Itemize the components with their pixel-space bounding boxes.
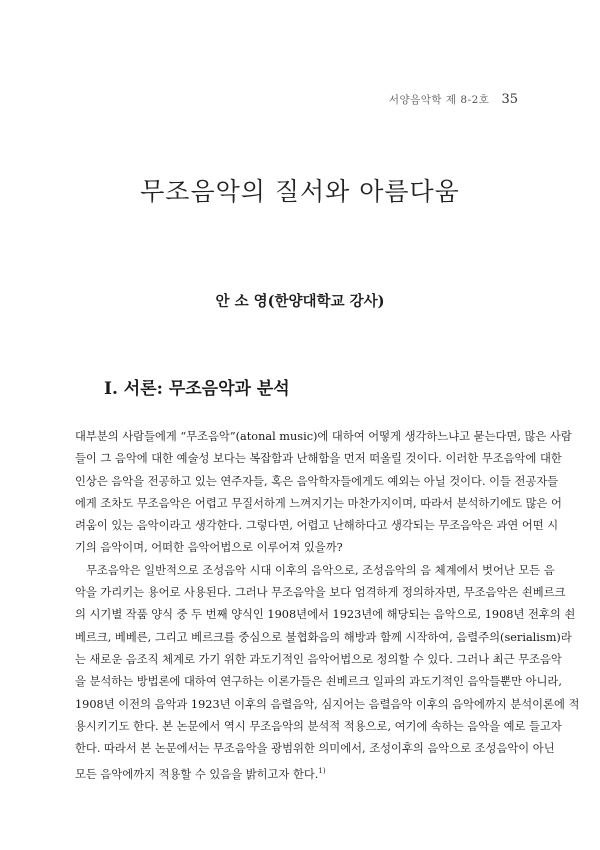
article-title: 무조음악의 질서와 아름다움 bbox=[140, 177, 460, 206]
text-line: 에게 조차도 무조음악은 어렵고 무질서하게 느껴지기는 마찬가지이며, 따라서 분석하기에도 많은 어 bbox=[75, 496, 562, 510]
text-line: 들이 그 음악에 대한 예술성 보다는 복잡함과 난해함을 먼저 떠올릴 것이다. 이러한 무조음악에 대한 bbox=[75, 452, 562, 466]
journal-name: 서양음악학 제 8-2호 bbox=[388, 94, 490, 106]
author-line: 안 소 영(한양대학교 강사) bbox=[215, 293, 385, 310]
text-line: 한다. 따라서 본 논문에서는 무조음악을 광범위한 의미에서, 조성이후의 음악으로 조성음악이 아닌 bbox=[75, 742, 555, 756]
text-line: 베르크, 베베른, 그리고 베르크를 중심으로 불협화음의 해방과 함께 시작하여, 음렬주의(serialism)라 bbox=[75, 630, 572, 644]
text-line: 1908년 이전의 음악과 1923년 이후의 음렬음악, 심지어는 음렬음악 이후의 음악에까지 분석이론에 적 bbox=[75, 697, 580, 711]
text-line-content: 모든 음악에까지 적용할 수 있음을 밝히고자 한다. bbox=[75, 768, 319, 782]
page-number: 35 bbox=[501, 92, 518, 107]
text-line: 무조음악은 일반적으로 조성음악 시대 이후의 음악으로, 조성음악의 음 체계에서 벗어난 모든 음 bbox=[86, 563, 555, 577]
running-head bbox=[389, 92, 518, 107]
paragraph-1 bbox=[75, 426, 572, 560]
section-heading: I. 서론: 무조음악과 분석 bbox=[104, 379, 290, 399]
text-line: 을 분석하는 방법론에 대하여 연구하는 이론가들은 쇤베르크 일파의 과도기적인 음악들뿐만 아니라, bbox=[75, 675, 562, 689]
text-line: 는 새로운 음조직 체계로 가기 위한 과도기적인 음악어법으로 정의할 수 있다. 그러나 최근 무조음악 bbox=[75, 652, 562, 666]
body-text bbox=[75, 426, 580, 787]
text-line bbox=[75, 760, 526, 786]
text-line: 기의 음악이며, 어떠한 음악어법으로 이루어져 있을까? bbox=[75, 541, 343, 555]
text-line: 대부분의 사람들에게 “무조음악”(atonal music)에 대하여 어떻게 생각하느냐고 묻는다면, 많은 사람 bbox=[75, 430, 572, 443]
text-line: 용시키기도 한다. 본 논문에서 역시 무조음악의 분석적 적용으로, 여기에 속하는 음악을 예로 들고자 bbox=[75, 719, 562, 733]
text-line: 려움이 있는 음악이라고 생각한다. 그렇다면, 어렵고 난해하다고 생각되는 무조음악은 과연 어떤 시 bbox=[75, 519, 559, 533]
footnote-reference[interactable]: 1) bbox=[318, 767, 326, 776]
text-line: 악을 가리키는 용어로 사용된다. 그러나 무조음악을 보다 엄격하게 정의하자면, 무조음악은 쇤베르크 bbox=[75, 586, 566, 600]
paragraph-2 bbox=[75, 560, 580, 787]
text-line: 인상은 음악을 전공하고 있는 연주자들, 혹은 음악학자들에게도 예외는 아닐 것이다. 이들 전공자들 bbox=[75, 474, 559, 488]
text-line: 의 시기별 작품 양식 중 두 번째 양식인 1908년에서 1923년에 해당되는 음악으로, 1908년 전후의 쇤 bbox=[75, 608, 576, 622]
